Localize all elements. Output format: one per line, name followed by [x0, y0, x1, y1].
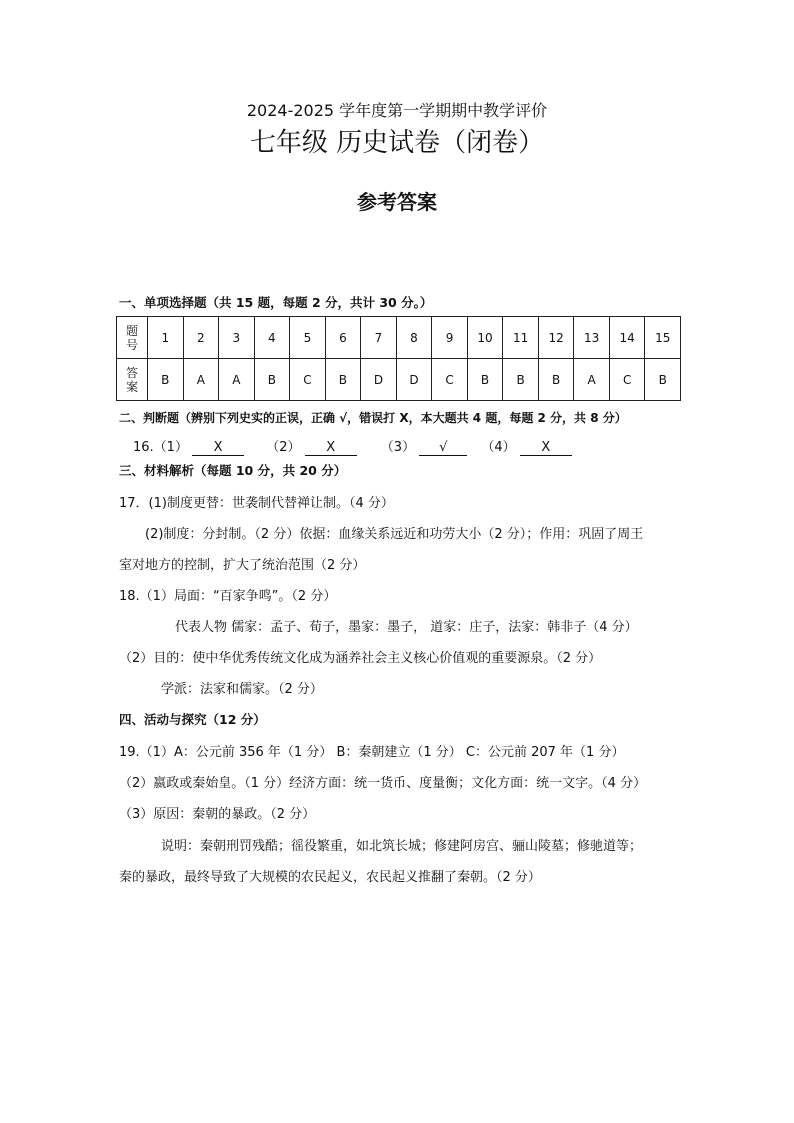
question-number: 15: [645, 317, 681, 359]
q16-prefix: 16.（1）: [133, 440, 188, 455]
row-label-number: [117, 317, 148, 359]
question-number: 1: [148, 317, 184, 359]
question-number: 10: [467, 317, 503, 359]
row-label-answer: [117, 359, 148, 401]
row-label-char: 题: [125, 323, 138, 338]
answer-cell: B: [645, 359, 681, 401]
question-number: 9: [432, 317, 468, 359]
question-number: 13: [574, 317, 610, 359]
q16-part-4: （4）: [481, 440, 516, 455]
answer-cell: C: [290, 359, 326, 401]
q16-part-3: （3）: [380, 440, 416, 455]
answer-cell: B: [254, 359, 290, 401]
answer-cell: C: [432, 359, 468, 401]
question-number: 5: [290, 317, 326, 359]
table-row-numbers: [117, 317, 681, 359]
answer-cell: A: [183, 359, 219, 401]
section3-title: 三、材料解析（每题 10 分，共 20 分）: [119, 463, 347, 478]
row-label-char: 答: [125, 365, 138, 380]
table-row-answers: [117, 359, 681, 401]
answer-cell: A: [219, 359, 255, 401]
section1-title: 一、单项选择题（共 15 题，每题 2 分，共计 30 分。）: [119, 295, 433, 310]
q17-part2-line1: (2)制度：分封制。（2 分）依据：血缘关系远近和功劳大小（2 分）；作用：巩固了周王: [145, 527, 644, 542]
question-number: 7: [361, 317, 397, 359]
answer-cell: A: [574, 359, 610, 401]
row-label-char: 号: [125, 337, 138, 352]
q18-schools: 学派：法家和儒家。（2 分）: [161, 682, 323, 697]
answer-cell: B: [538, 359, 574, 401]
answer-cell: B: [467, 359, 503, 401]
row-label-char: 案: [125, 379, 138, 394]
q19-explanation-line2: 秦的暴政，最终导致了大规模的农民起义，农民起义推翻了秦朝。（2 分）: [119, 870, 541, 885]
answer-cell: B: [325, 359, 361, 401]
exam-title-year: 2024-2025 学年度第一学期期中教学评价: [246, 101, 548, 120]
q19-part2: （2）嬴政或秦始皇。（1 分）经济方面：统一货币、度量衡；文化方面：统一文字。（4 分）: [119, 776, 647, 791]
q16-answer-1: X: [192, 440, 244, 456]
answer-cell: D: [396, 359, 432, 401]
answer-key-heading: 参考答案: [357, 190, 437, 214]
q19-explanation-line1: 说明：秦朝刑罚残酷；徭役繁重，如北筑长城；修建阿房宫、骊山陵墓；修驰道等；: [161, 839, 643, 854]
q16-part-2: （2）: [266, 440, 301, 455]
question-number: 6: [325, 317, 361, 359]
answer-cell: B: [503, 359, 539, 401]
q16-answer-3: √: [419, 440, 467, 456]
question-number: 14: [609, 317, 645, 359]
question-number: 4: [254, 317, 290, 359]
exam-title-subject: 七年级 历史试卷（闭卷）: [249, 128, 545, 158]
q18-part2: （2）目的：使中华优秀传统文化成为涵养社会主义核心价值观的重要源泉。（2 分）: [119, 651, 602, 666]
q18-representatives: 代表人物 儒家：孟子、荀子，墨家：墨子， 道家：庄子，法家：韩非子（4 分）: [175, 620, 638, 635]
q17-part2-line2: 室对地方的控制，扩大了统治范围（2 分）: [119, 558, 366, 573]
q16-line: [133, 436, 572, 456]
question-number: 12: [538, 317, 574, 359]
question-number: 11: [503, 317, 539, 359]
q17-part1: 17．(1)制度更替：世袭制代替禅让制。（4 分）: [119, 496, 394, 511]
section2-title: 二、判断题（辨别下列史实的正误，正确 √，错误打 X，本大题共 4 题，每题 2 分，共 8 分）: [119, 411, 627, 425]
question-number: 2: [183, 317, 219, 359]
question-number: 3: [219, 317, 255, 359]
answer-cell: B: [148, 359, 184, 401]
question-number: 8: [396, 317, 432, 359]
q19-part1: 19.（1）A：公元前 356 年（1 分） B：秦朝建立（1 分） C：公元前 207 年（1 分）: [119, 745, 625, 760]
answer-table: [116, 316, 681, 401]
answer-cell: D: [361, 359, 397, 401]
section4-title: 四、活动与探究（12 分）: [119, 712, 266, 727]
q16-answer-2: X: [305, 440, 357, 456]
q18-part1: 18.（1）局面：“百家争鸣”。（2 分）: [119, 589, 337, 604]
q19-part3: （3）原因：秦朝的暴政。（2 分）: [119, 807, 316, 822]
q16-answer-4: X: [520, 440, 572, 456]
answer-cell: C: [609, 359, 645, 401]
